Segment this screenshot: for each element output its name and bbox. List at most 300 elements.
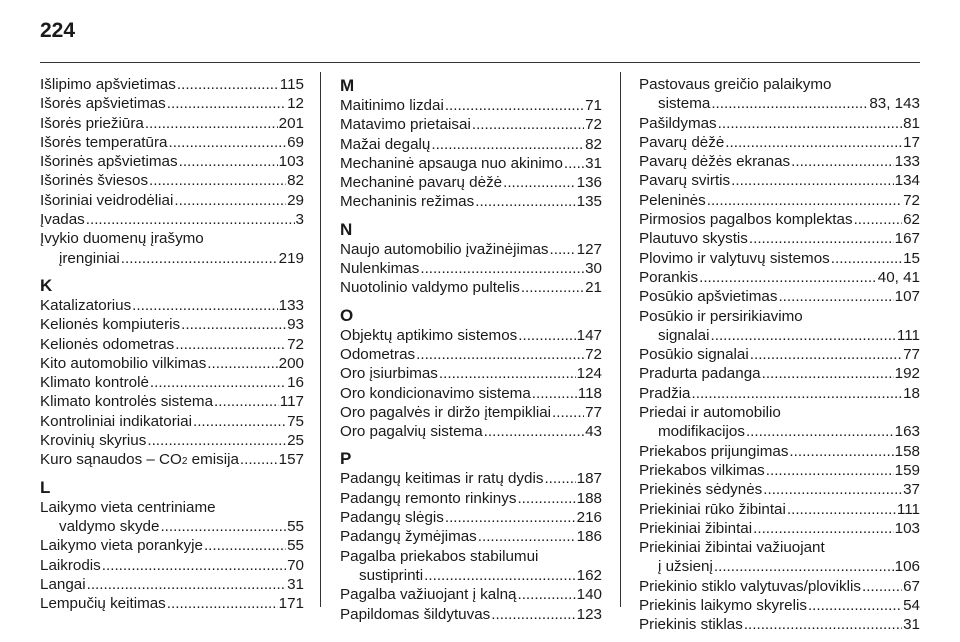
index-entry — [340, 115, 602, 134]
index-entry-text: Išorinės šviesos — [40, 172, 149, 190]
index-entry-text: sustiprinti — [359, 566, 424, 584]
index-entry-line — [639, 384, 920, 403]
index-entry — [40, 412, 304, 431]
dot-leader — [808, 596, 902, 615]
index-entry-text: Plautuvo skystis — [639, 230, 748, 248]
index-entry-text: Langai — [40, 575, 86, 593]
page-reference: 72 — [903, 191, 920, 209]
index-entry-line — [340, 585, 602, 604]
index-entry — [340, 422, 602, 441]
index-entry — [639, 442, 920, 461]
index-entry-line — [40, 354, 304, 373]
index-entry-text-after: emisija — [187, 451, 239, 469]
index-entry-text: valdymo skyde — [59, 517, 160, 535]
index-entry-line — [40, 210, 304, 229]
index-entry — [639, 345, 920, 364]
index-entry-text: Išoriniai veidrodėliai — [40, 191, 174, 209]
page-reference: 43 — [585, 423, 602, 441]
index-entry — [639, 229, 920, 248]
page-reference: 29 — [287, 191, 304, 209]
index-column-2 — [340, 75, 602, 624]
index-entry-text: Porankis — [639, 268, 699, 286]
index-entry-line — [40, 412, 304, 431]
index-entry — [40, 450, 304, 469]
page-reference: 77 — [585, 403, 602, 421]
index-entry-line — [639, 287, 920, 306]
index-entry-text: Plovimo ir valytuvų sistemos — [639, 249, 830, 267]
index-entry-line — [639, 345, 920, 364]
index-entry — [639, 287, 920, 306]
dot-leader — [177, 75, 279, 94]
index-entry-text: Papildomas šildytuvas — [340, 605, 491, 623]
page-reference: 16 — [287, 374, 304, 392]
index-entry-line — [639, 596, 920, 615]
index-entry — [40, 210, 304, 229]
dot-leader — [416, 345, 584, 364]
index-letter-heading: M — [340, 76, 355, 95]
page-reference: 103 — [894, 519, 920, 537]
page-reference: 123 — [576, 605, 602, 623]
index-letter-heading: P — [340, 449, 352, 469]
dot-leader — [167, 94, 286, 113]
dot-leader — [150, 373, 286, 392]
index-entry-line — [639, 210, 920, 229]
index-entry-line: Kuro sąnaudos – CO 2 emisija ..... 157 — [40, 450, 304, 469]
index-entry — [639, 403, 920, 442]
index-entry-text: Odometras — [340, 345, 416, 363]
index-entry-line — [340, 278, 602, 297]
dot-leader — [753, 519, 894, 538]
index-entry-line — [40, 171, 304, 190]
dot-leader — [725, 133, 902, 152]
page-reference: 167 — [894, 230, 920, 248]
index-entry-line — [40, 536, 304, 555]
page-reference: 200 — [278, 354, 304, 372]
index-entry — [639, 461, 920, 480]
index-entry-text: Kelionės odometras — [40, 335, 175, 353]
index-entry-text: Priekinės sėdynės — [639, 481, 763, 499]
index-entry-line — [40, 94, 304, 113]
index-entry — [40, 498, 304, 537]
page-reference: 18 — [903, 384, 920, 402]
index-entry-line — [340, 192, 602, 211]
index-letter-heading: K — [40, 275, 53, 295]
index-entry-lead: Pastovaus greičio palaikymo — [639, 76, 832, 93]
page-reference: 201 — [278, 114, 304, 132]
index-entry-text: sistema — [658, 95, 711, 113]
page-reference: 25 — [287, 432, 304, 450]
dot-leader — [532, 384, 577, 403]
index-entry — [40, 229, 304, 268]
index-entry — [639, 615, 920, 634]
index-entry-line — [340, 527, 602, 546]
index-entry-line — [40, 75, 304, 94]
dot-leader — [445, 96, 584, 115]
index-entry-text: Pavarų dėžės ekranas — [639, 153, 791, 171]
index-entry — [340, 326, 602, 345]
page-reference: 216 — [576, 509, 602, 527]
page-reference: 111 — [896, 500, 920, 518]
index-letter-heading: N — [340, 219, 353, 239]
dot-leader — [707, 191, 902, 210]
index-entry — [40, 171, 304, 190]
page-reference: 37 — [903, 481, 920, 499]
page-reference: 31 — [287, 575, 304, 593]
index-entry-line — [639, 364, 920, 383]
index-entry-line — [340, 326, 602, 345]
index-entry-line — [639, 133, 920, 152]
index-entry-text: Maitinimo lizdai — [340, 97, 444, 114]
dot-leader — [718, 114, 902, 133]
index-entry-text: Išorės priežiūra — [40, 114, 144, 132]
dot-leader — [692, 384, 903, 403]
index-entry — [40, 315, 304, 334]
page-reference: 134 — [894, 172, 920, 190]
index-entry — [639, 577, 920, 596]
index-column-3 — [639, 75, 920, 635]
page-reference: 133 — [278, 296, 304, 314]
page-reference: 107 — [894, 288, 920, 306]
index-entry-line — [639, 557, 920, 576]
page-reference: 192 — [894, 365, 920, 383]
index-entry — [40, 431, 304, 450]
index-entry — [340, 403, 602, 422]
dot-leader — [207, 354, 277, 373]
dot-leader — [431, 135, 584, 154]
index-entry — [40, 75, 304, 94]
dot-leader — [731, 171, 894, 190]
page-reference: 21 — [585, 279, 602, 297]
index-entry — [40, 373, 304, 392]
index-entry — [40, 392, 304, 411]
index-entry-text: Priekabos vilkimas — [639, 461, 765, 479]
index-entry-text: Padangų slėgis — [340, 509, 444, 527]
index-entry-line — [340, 489, 602, 508]
index-entry — [639, 152, 920, 171]
index-entry — [40, 114, 304, 133]
index-entry-text: Priekiniai žibintai — [639, 519, 753, 537]
index-entry-lead: Priedai ir automobilio — [639, 404, 781, 422]
dot-leader — [517, 489, 575, 508]
dot-leader — [478, 527, 576, 546]
index-entry-line — [40, 575, 304, 594]
index-entry-line — [40, 594, 304, 613]
index-entry-text: Mažai degalų — [340, 135, 431, 153]
dot-leader — [179, 152, 278, 171]
index-entry-lead: Įvykio duomenų įrašymo — [40, 230, 204, 248]
dot-leader — [766, 461, 894, 480]
index-entry-lead: Posūkio ir persirikiavimo — [639, 307, 803, 325]
page-reference: 187 — [576, 470, 602, 488]
dot-leader — [791, 152, 894, 171]
index-entry — [340, 508, 602, 527]
index-entry — [639, 364, 920, 383]
dot-leader — [552, 403, 584, 422]
index-entry-text: Naujo automobilio įvažinėjimas — [340, 240, 549, 258]
index-entry-line — [340, 259, 602, 278]
page-reference: 158 — [894, 442, 920, 460]
index-entry — [40, 594, 304, 613]
dot-leader — [193, 412, 286, 431]
index-entry-line — [340, 364, 602, 383]
dot-leader — [145, 114, 278, 133]
index-entry-text: Objektų aptikimo sistemos — [340, 326, 518, 344]
page-reference: 118 — [577, 384, 602, 402]
page-reference: 162 — [576, 566, 602, 584]
index-entry-line — [639, 422, 920, 441]
page-reference: 75 — [287, 412, 304, 430]
index-entry-text: Mechaninis režimas — [340, 193, 475, 211]
dot-leader — [424, 566, 576, 585]
index-entry-text: Padangų remonto rinkinys — [340, 489, 517, 507]
index-entry-line — [40, 315, 304, 334]
index-entry-line — [40, 335, 304, 354]
index-entry-line — [40, 191, 304, 210]
index-entry-text: Priekiniai rūko žibintai — [639, 500, 786, 518]
index-entry-text: Katalizatorius — [40, 296, 132, 314]
index-entry-text: Išorinės apšvietimas — [40, 153, 178, 171]
index-entry — [40, 191, 304, 210]
dot-leader — [762, 364, 894, 383]
index-entry-line — [639, 152, 920, 171]
page-reference: 82 — [287, 172, 304, 190]
page-reference: 40, 41 — [877, 268, 920, 286]
index-entry — [639, 171, 920, 190]
index-entry-text: Mechaninė pavarų dėžė — [340, 174, 503, 192]
page-reference: 71 — [585, 97, 602, 114]
index-entry — [340, 135, 602, 154]
page-reference: 115 — [279, 76, 304, 93]
index-entry-text: Krovinių skyrius — [40, 432, 147, 450]
index-entry-text: Išlipimo apšvietimas — [40, 76, 176, 93]
index-entry-text: Pagalba važiuojant į kalną — [340, 586, 517, 604]
index-entry-text: Kelionės kompiuteris — [40, 316, 181, 334]
index-entry-line — [639, 191, 920, 210]
page-reference: 72 — [585, 116, 602, 134]
page-reference: 147 — [576, 326, 602, 344]
index-entry-text: Išorės temperatūra — [40, 133, 168, 151]
index-entry-line — [639, 442, 920, 461]
page-reference: 117 — [279, 393, 304, 411]
index-entry-text: Įvadas — [40, 211, 85, 229]
index-entry — [340, 605, 602, 624]
index-entry-line — [639, 480, 920, 499]
dot-leader — [147, 431, 286, 450]
index-entry — [40, 296, 304, 315]
index-entry-line — [639, 229, 920, 248]
index-entry — [639, 191, 920, 210]
dot-leader — [744, 615, 902, 634]
index-entry-text: Kontroliniai indikatoriai — [40, 412, 192, 430]
index-entry — [639, 480, 920, 499]
index-entry-text: Mechaninė apsauga nuo akinimo — [340, 154, 563, 172]
index-entry — [340, 547, 602, 586]
dot-leader — [484, 422, 584, 441]
index-entry — [639, 500, 920, 519]
dot-leader — [854, 210, 903, 229]
page-reference: 55 — [287, 517, 304, 535]
index-entry — [40, 536, 304, 555]
index-entry-text: Priekinis laikymo skyrelis — [639, 597, 807, 615]
dot-leader — [204, 536, 286, 555]
dot-leader — [711, 94, 868, 113]
page-reference: 124 — [576, 365, 602, 383]
index-entry — [40, 354, 304, 373]
page-reference: 69 — [287, 133, 304, 151]
page-reference: 186 — [576, 528, 602, 546]
dot-leader — [167, 594, 278, 613]
index-entry-text: Išorės apšvietimas — [40, 95, 166, 113]
dot-leader — [491, 605, 575, 624]
index-entry — [639, 210, 920, 229]
index-entry-line — [40, 431, 304, 450]
index-entry — [40, 152, 304, 171]
index-entry-text: Posūkio signalai — [639, 346, 749, 364]
dot-leader — [445, 508, 576, 527]
dot-leader — [831, 249, 902, 268]
index-entry-line — [40, 392, 304, 411]
dot-leader — [214, 392, 279, 411]
index-entry-text: Klimato kontrolės sistema — [40, 393, 214, 411]
page-reference: 93 — [287, 316, 304, 334]
dot-leader — [550, 240, 576, 259]
index-entry-text: Pavarų dėžė — [639, 133, 725, 151]
index-entry-line — [340, 96, 602, 115]
index-entry — [639, 538, 920, 577]
index-entry — [639, 307, 920, 346]
index-entry-line — [40, 249, 304, 268]
index-entry — [340, 154, 602, 173]
page-reference: 136 — [576, 174, 602, 192]
index-entry-text: Pavarų svirtis — [639, 172, 731, 190]
index-entry-text: Oro pagalvių sistema — [340, 423, 483, 441]
index-entry-text: Lempučių keitimas — [40, 595, 166, 613]
index-entry-text: Peleninės — [639, 191, 706, 209]
index-entry — [340, 259, 602, 278]
dot-leader — [517, 585, 575, 604]
page-number: 224 — [40, 19, 76, 42]
dot-leader — [181, 315, 286, 334]
index-entry — [40, 133, 304, 152]
dot-leader — [521, 278, 584, 297]
dot-leader — [132, 296, 277, 315]
index-entry-line — [639, 114, 920, 133]
index-entry-text: Posūkio apšvietimas — [639, 288, 778, 306]
page-reference: 30 — [585, 260, 602, 278]
page-reference: 12 — [287, 95, 304, 113]
index-entry-text: Oro įsiurbimas — [340, 365, 438, 383]
dot-leader — [240, 450, 278, 469]
column-divider — [320, 72, 321, 607]
dot-leader — [86, 210, 295, 229]
dot-leader — [168, 133, 286, 152]
index-entry — [340, 192, 602, 211]
page-reference: 103 — [278, 153, 304, 171]
page-reference: 55 — [287, 537, 304, 555]
page-reference: 67 — [903, 577, 920, 595]
index-entry — [340, 345, 602, 364]
dot-leader — [149, 171, 286, 190]
dot-leader — [503, 173, 576, 192]
dot-leader — [763, 480, 902, 499]
dot-leader — [544, 469, 575, 488]
index-entry-text: Priekabos prijungimas — [639, 442, 789, 460]
page-reference: 133 — [894, 153, 920, 171]
index-entry-text: Kuro sąnaudos – CO — [40, 451, 182, 469]
index-entry-line — [340, 115, 602, 134]
index-letter-heading: L — [40, 477, 51, 497]
index-entry-text: Pirmosios pagalbos komplektas — [639, 211, 853, 229]
dot-leader — [711, 326, 896, 345]
index-entry — [639, 519, 920, 538]
index-entry-text: Pašildymas — [639, 114, 717, 132]
index-entry-line — [639, 94, 920, 113]
page-reference: 219 — [278, 249, 304, 267]
index-entry-text: Priekinio stiklo valytuvas/ploviklis — [639, 577, 861, 595]
dot-leader — [750, 345, 902, 364]
index-entry-line — [340, 240, 602, 259]
index-entry-line — [639, 577, 920, 596]
index-entry-text: Nulenkimas — [340, 260, 420, 278]
index-entry-text: Klimato kontrolė — [40, 374, 149, 392]
index-entry — [340, 469, 602, 488]
page-reference: 17 — [903, 133, 920, 151]
index-entry — [639, 596, 920, 615]
dot-leader — [420, 259, 584, 278]
index-entry — [40, 335, 304, 354]
index-entry-line — [340, 154, 602, 173]
page-reference: 83, 143 — [869, 95, 920, 113]
index-entry-line — [639, 326, 920, 345]
index-entry — [340, 240, 602, 259]
page-reference: 171 — [278, 595, 304, 613]
index-entry-line — [40, 152, 304, 171]
index-entry-line — [40, 556, 304, 575]
dot-leader — [714, 557, 894, 576]
page-reference: 3 — [295, 211, 304, 229]
index-entry-line — [639, 615, 920, 634]
index-entry-line — [340, 345, 602, 364]
dot-leader — [787, 500, 896, 519]
dot-leader — [175, 335, 286, 354]
index-entry-text: Oro pagalvės ir diržo įtempikliai — [340, 403, 552, 421]
page-reference: 82 — [585, 135, 602, 153]
index-entry — [340, 384, 602, 403]
index-entry-text: Padangų keitimas ir ratų dydis — [340, 470, 544, 488]
dot-leader — [472, 115, 584, 134]
index-column-1 — [40, 75, 304, 613]
index-entry-text: Padangų žymėjimas — [340, 528, 477, 546]
page-reference: 31 — [585, 154, 602, 172]
dot-leader — [102, 556, 286, 575]
index-entry-text: modifikacijos — [658, 423, 745, 441]
page-reference: 188 — [576, 489, 602, 507]
page-reference: 111 — [896, 326, 920, 344]
page-reference: 72 — [287, 335, 304, 353]
index-entry — [340, 173, 602, 192]
index-entry-line — [340, 469, 602, 488]
dot-leader — [87, 575, 286, 594]
index-entry-line — [639, 519, 920, 538]
index-entry-text: Nuotolinio valdymo pultelis — [340, 279, 520, 297]
index-entry-line — [340, 403, 602, 422]
dot-leader — [475, 192, 575, 211]
index-entry-lead: Priekiniai žibintai važiuojant — [639, 539, 825, 557]
page-reference: 54 — [903, 597, 920, 615]
index-entry-text: į užsienį — [658, 558, 713, 576]
index-entry-text: Laikrodis — [40, 556, 101, 574]
index-entry-text: signalai — [658, 326, 710, 344]
